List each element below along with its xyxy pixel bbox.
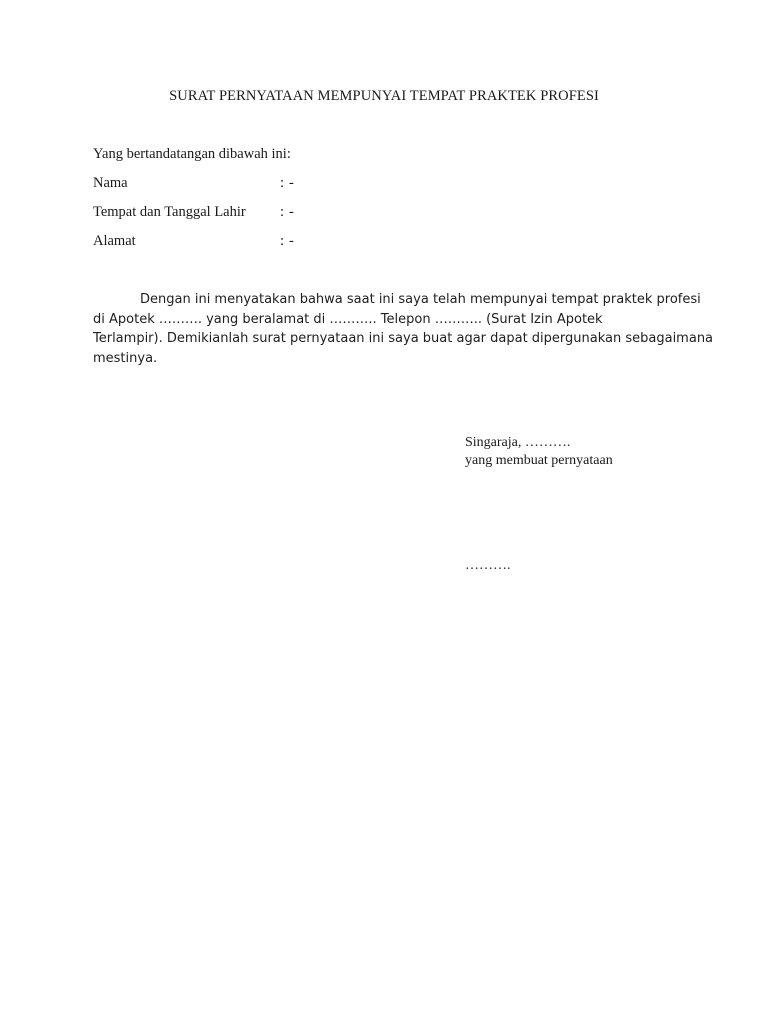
field-label: Nama <box>93 175 128 191</box>
field-colon: : <box>280 204 285 220</box>
field-nama <box>93 175 393 195</box>
field-alamat <box>93 233 393 253</box>
field-colon: : <box>280 175 285 191</box>
field-value: - <box>289 204 294 220</box>
field-tempat-tanggal-lahir <box>93 204 393 224</box>
intro-text: Yang bertandatangan dibawah ini: <box>93 146 291 162</box>
field-label: Alamat <box>93 233 136 249</box>
document-title: SURAT PERNYATAAN MEMPUNYAI TEMPAT PRAKTEK PROFESI <box>169 88 599 104</box>
field-value: - <box>289 233 294 249</box>
signature-name: ………. <box>465 558 511 573</box>
paragraph-line: mestinya. <box>93 350 158 366</box>
paragraph-line: Dengan ini menyatakan bahwa saat ini saya telah mempunyai tempat praktek profesi <box>140 292 701 307</box>
statement-paragraph <box>93 290 714 368</box>
signature-place-date: Singaraja, ………. <box>465 435 571 450</box>
field-colon: : <box>280 233 285 249</box>
field-label: Tempat dan Tanggal Lahir <box>93 204 246 220</box>
paragraph-line: Terlampir). Demikianlah surat pernyataan ini saya buat agar dapat dipergunakan sebagaimana <box>93 331 714 346</box>
signature-maker-label: yang membuat pernyataan <box>465 453 613 468</box>
paragraph-line: di Apotek ………. yang beralamat di ……….. Telepon ……….. (Surat Izin Apotek <box>93 311 603 327</box>
field-value: - <box>289 175 294 191</box>
